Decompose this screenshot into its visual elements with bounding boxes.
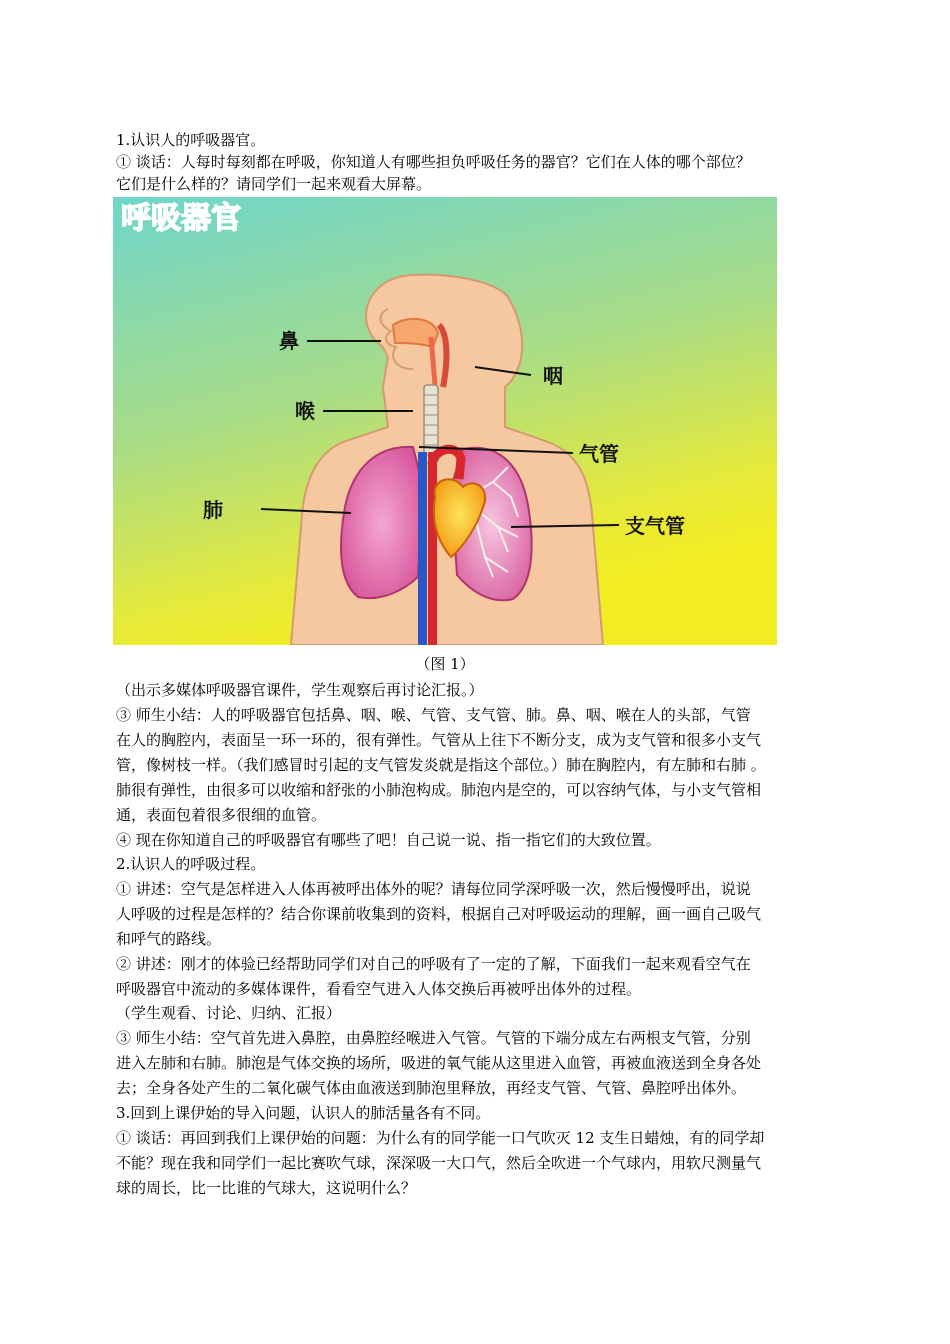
paragraph-line: （出示多媒体呼吸器官课件，学生观察后再讨论汇报。） [116,681,484,699]
label-bronchus: 支气管 [625,514,685,538]
figure-caption: （图 1） [415,655,475,673]
paragraph-line: 肺很有弹性，由很多可以收缩和舒张的小肺泡构成。肺泡内是空的，可以容纳气体，与小支气管相 [116,781,762,799]
paragraph-line: 管，像树枝一样。（我们感冒时引起的支气管发炎就是指这个部位。）肺在胸腔内，有左肺和右肺 。 [116,756,766,774]
paragraph-line: 和呼气的路线。 [116,930,222,948]
section-heading-2: 2.认识人的呼吸过程。 [116,855,266,873]
paragraph-line: ② 讲述：刚才的体验已经帮助同学们对自己的呼吸有了一定的了解，下面我们一起来观看空气在 [116,955,751,973]
paragraph-line: 呼吸器官中流动的多媒体课件，看看空气进入人体交换后再被呼出体外的过程。 [116,980,642,998]
paragraph-line: ① 谈话：再回到我们上课伊始的问题：为什么有的同学能一口气吹灭 12 支生日蜡烛，有的同学却 [116,1129,765,1147]
paragraph-line: 通，表面包着很多很细的血管。 [116,806,327,824]
section-heading-1: 1.认识人的呼吸器官。 [116,131,266,149]
paragraph-line: ③ 师生小结：空气首先进入鼻腔，由鼻腔经喉进入气管。气管的下端分成左右两根支气管，分别 [116,1029,751,1047]
respiratory-organs-figure [113,197,777,645]
label-pharynx: 咽 [543,364,563,388]
label-larynx: 喉 [295,399,315,423]
section-heading-3: 3.回到上课伊始的导入问题，认识人的肺活量各有不同。 [116,1104,491,1122]
paragraph-line: 球的周长，比一比谁的气球大，这说明什么？ [116,1179,417,1197]
paragraph-line: 进入左肺和右肺。肺泡是气体交换的场所，吸进的氧气能从这里进入血管，再被血液送到全身各处 [116,1054,762,1072]
figure-title: 呼吸器官 [121,201,241,236]
paragraph-line: 去；全身各处产生的二氧化碳气体由血液送到肺泡里释放，再经支气管、气管、鼻腔呼出体外。 [116,1079,747,1097]
paragraph-line: 在人的胸腔内，表面呈一环一环的，很有弹性。气管从上往下不断分支，成为支气管和很多小支气 [116,731,762,749]
paragraph-line: 它们是什么样的？请同学们一起来观看大屏幕。 [116,175,432,193]
paragraph-line: 不能？现在我和同学们一起比赛吹气球，深深吸一大口气，然后全吹进一个气球内，用软尺测量气 [116,1154,762,1172]
paragraph-line: ① 谈话：人每时每刻都在呼吸，你知道人有哪些担负呼吸任务的器官？它们在人体的哪个部位？ [116,153,751,171]
paragraph-line: ④ 现在你知道自己的呼吸器官有哪些了吧！自己说一说、指一指它们的大致位置。 [116,831,661,849]
paragraph-line: ① 讲述：空气是怎样进入人体再被呼出体外的呢？请每位同学深呼吸一次，然后慢慢呼出，说说 [116,880,751,898]
paragraph-line: 人呼吸的过程是怎样的？结合你课前收集到的资料，根据自己对呼吸运动的理解，画一画自己吸气 [116,905,762,923]
label-trachea: 气管 [579,442,619,466]
label-lung: 肺 [203,498,223,522]
paragraph-line: ③ 师生小结：人的呼吸器官包括鼻、咽、喉、气管、支气管、肺。鼻、咽、喉在人的头部，气管 [116,706,751,724]
paragraph-line: （学生观看、讨论、归纳、汇报） [116,1004,342,1022]
label-nose: 鼻 [279,329,299,353]
